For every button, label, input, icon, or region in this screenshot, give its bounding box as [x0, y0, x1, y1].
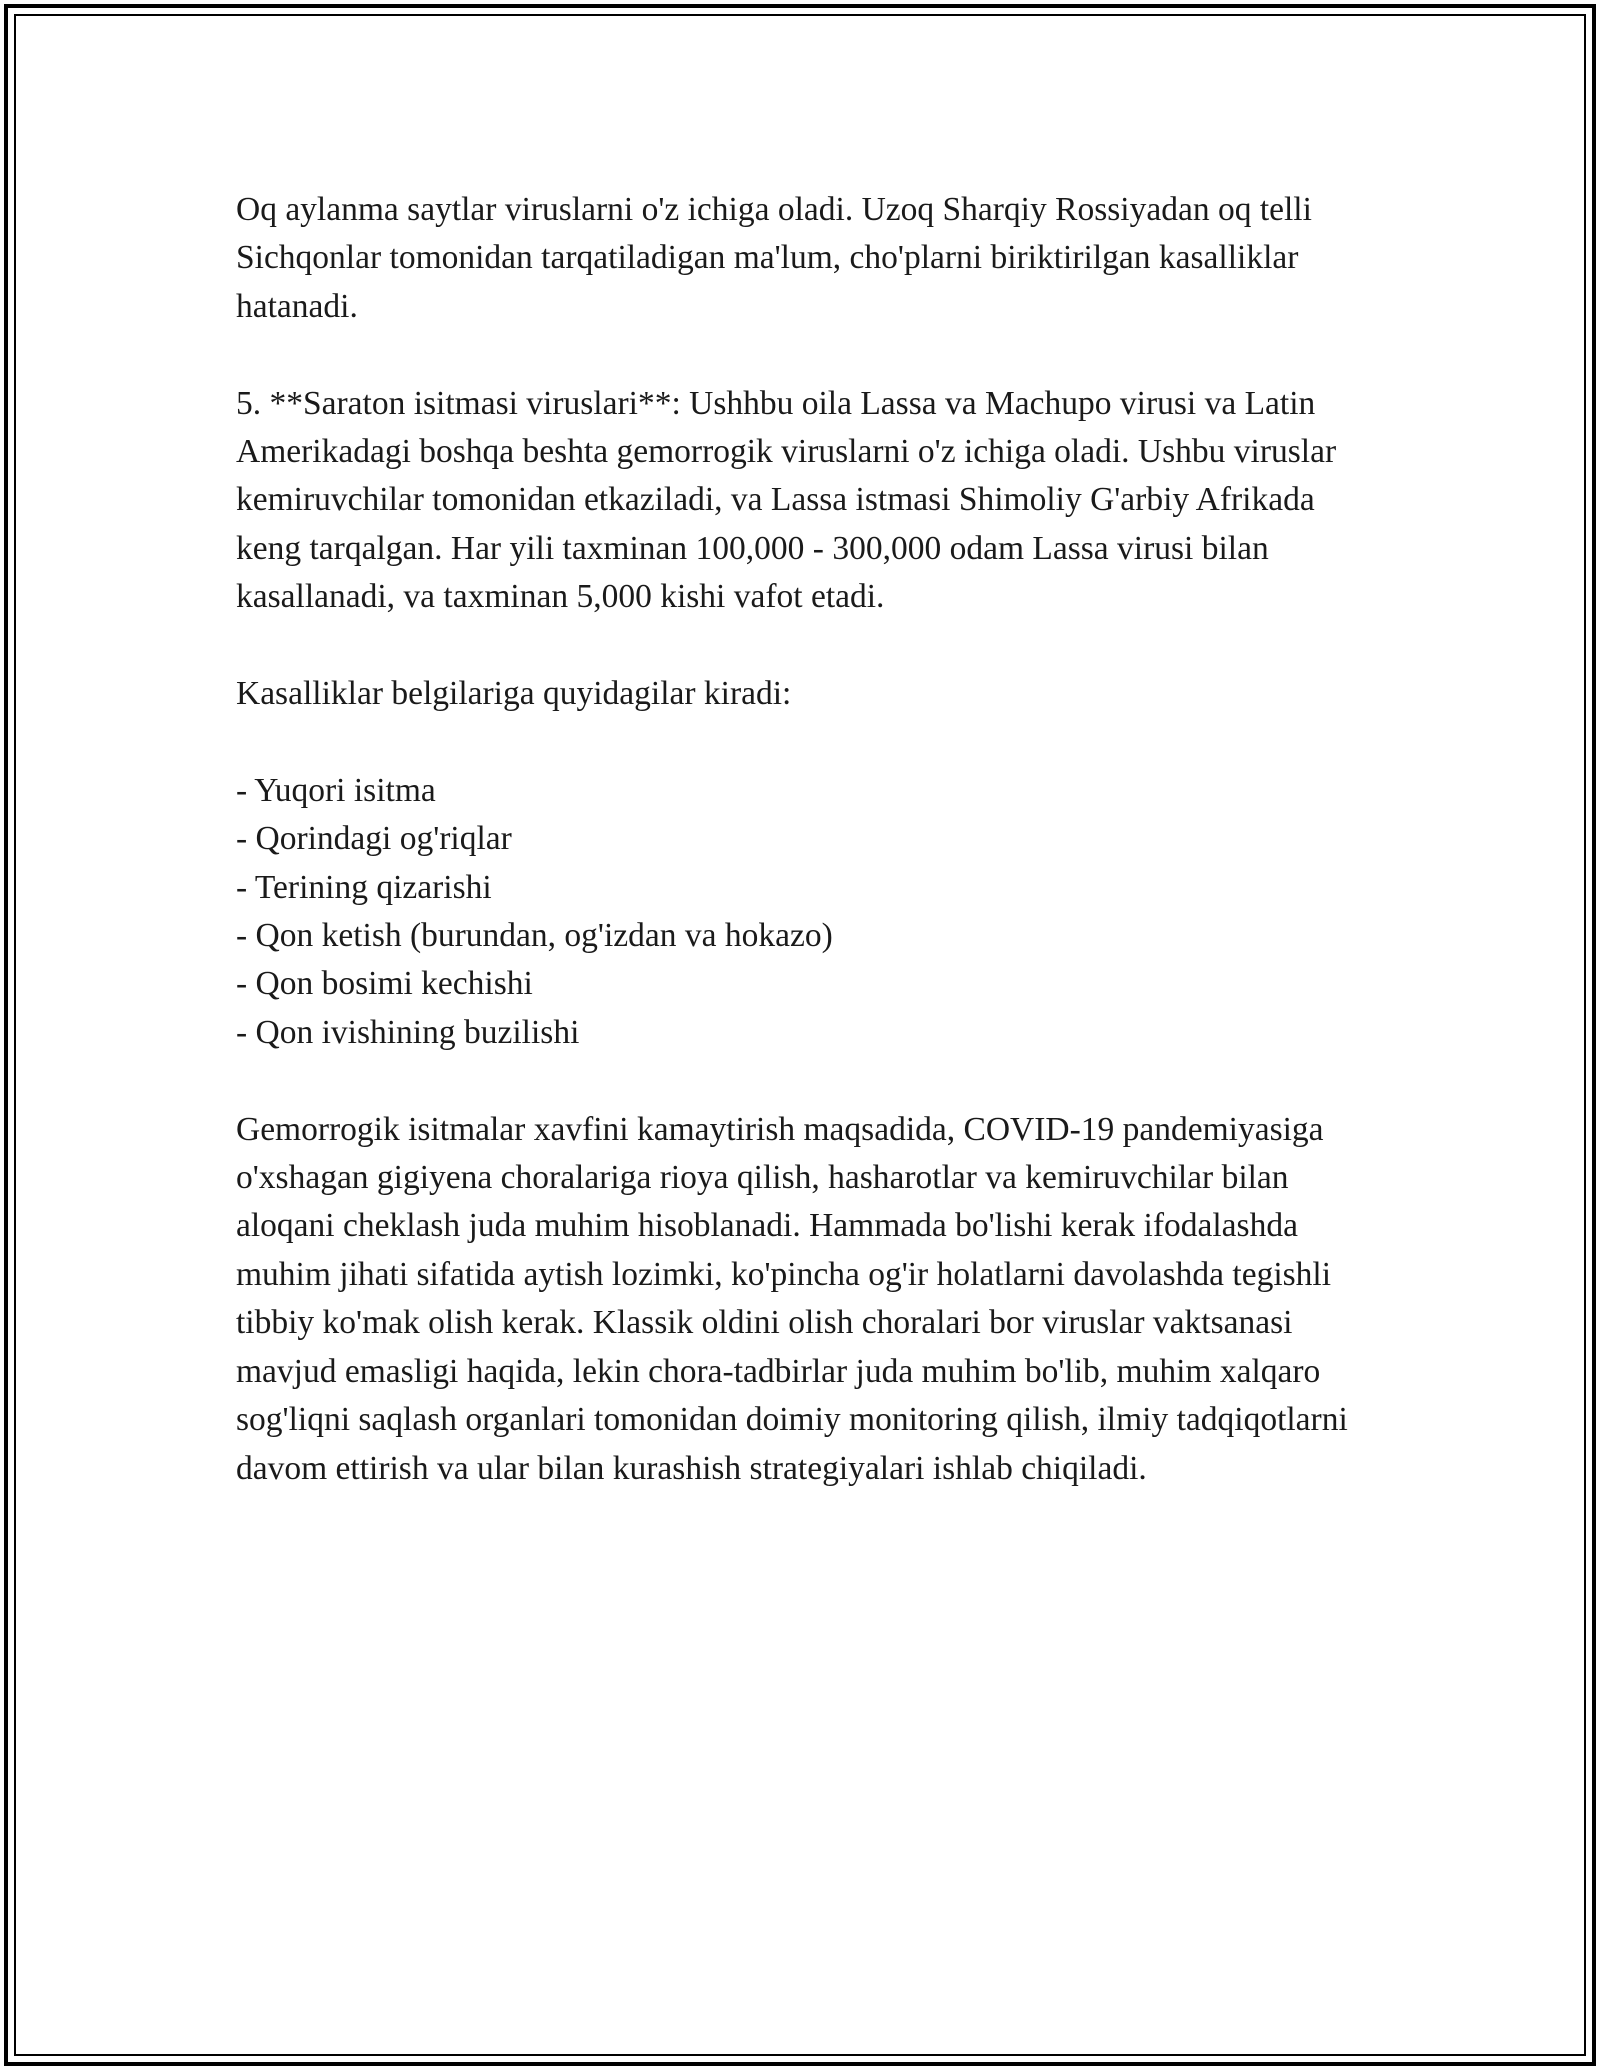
- list-item: - Qon bosimi kechishi: [236, 965, 533, 1003]
- document-body: [236, 186, 1376, 1541]
- paragraph-symptoms-intro: Kasalliklar belgilariga quyidagilar kiradi:: [236, 675, 792, 713]
- list-item: - Qon ketish (burundan, og'izdan va hokazo): [236, 917, 833, 955]
- paragraph-prevention: Gemorrogik isitmalar xavfini kamaytirish maqsadida, COVID-19 pandemiyasiga o'xshagan gigiyena choralariga rioya qilish, hasharotlar va kemiruvchilar bilan aloqani cheklash juda muhim hisoblanadi. Hammada bo'lishi kerak ifodalashda muhim jihati sifatida aytish lozimki, ko'pincha og'ir holatlarni davolashda tegishli tibbiy ko'mak olish kerak. Klassik oldini olish choralari bor viruslar vaktsanasi mavjud emasligi haqida, lekin chora-tadbirlar juda muhim bo'lib, muhim xalqaro sog'liqni saqlash organlari tomonidan doimiy monitoring qilish, ilmiy tadqiqotlarni davom ettirish va ular bilan kurashish strategiyalari ishlab chiqiladi.: [236, 1110, 1348, 1487]
- symptom-list: [236, 767, 1376, 1057]
- list-item: - Yuqori isitma: [236, 771, 436, 809]
- list-item: - Qorindagi og'riqlar: [236, 820, 512, 858]
- list-item: - Terining qizarishi: [236, 868, 492, 906]
- paragraph-white-arenaviruses: Oq aylanma saytlar viruslarni o'z ichiga oladi. Uzoq Sharqiy Rossiyadan oq telli Sichqonlar tomonidan tarqatiladigan ma'lum, cho'plarni biriktirilgan kasalliklar hatanadi.: [236, 191, 1312, 325]
- paragraph-lassa-viruses: 5. **Saraton isitmasi viruslari**: Ushhbu oila Lassa va Machupo virusi va Latin Amerikadagi boshqa beshta gemorrogik viruslarni o'z ichiga oladi. Ushbu viruslar kemiruvchilar tomonidan etkaziladi, va Lassa istmasi Shimoliy G'arbiy Afrikada keng tarqalgan. Har yili taxminan 100,000 - 300,000 odam Lassa virusi bilan kasallanadi, va taxminan 5,000 kishi vafot etadi.: [236, 384, 1337, 616]
- list-item: - Qon ivishining buzilishi: [236, 1013, 580, 1051]
